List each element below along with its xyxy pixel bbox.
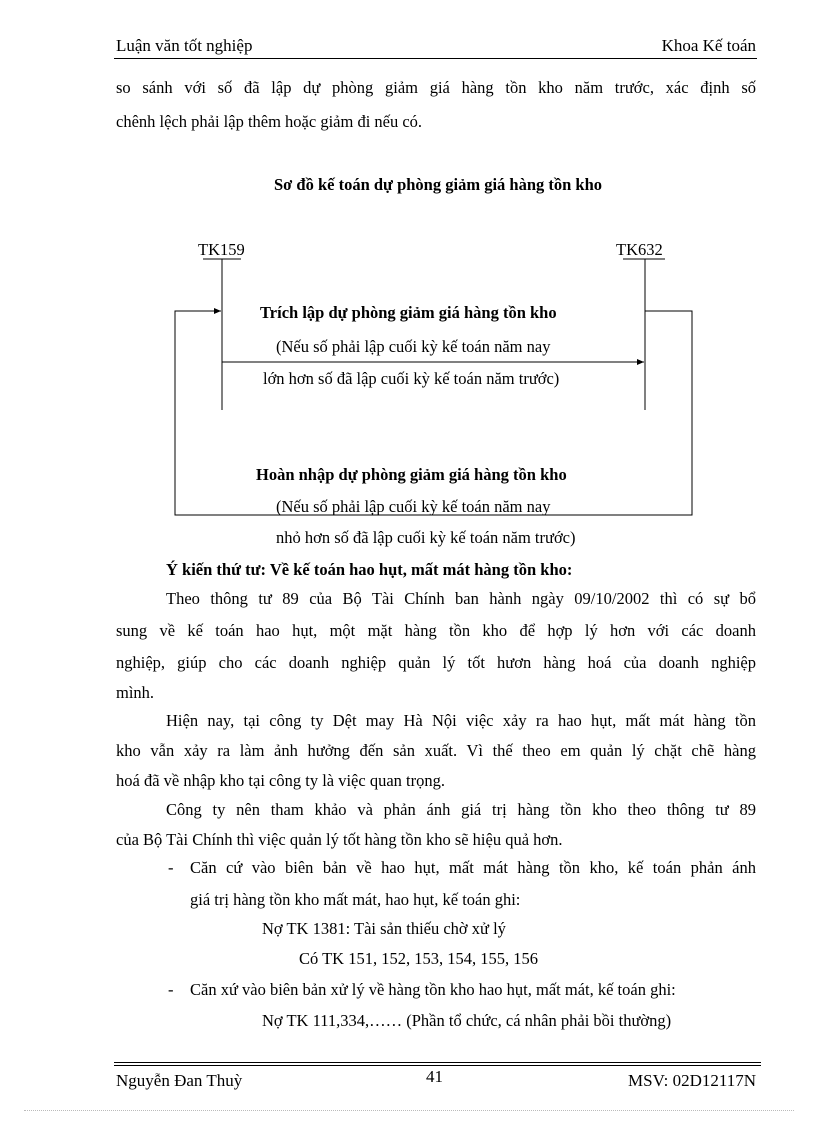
bullet-2-mark: - bbox=[168, 980, 174, 999]
footer-student-id: MSV: 02D12117N bbox=[628, 1071, 756, 1090]
b2-line-1: Căn xứ vào biên bản xử lý về hàng tồn kho hao hụt, mất mát, kế toán ghi: bbox=[190, 980, 676, 999]
intro-line-1: so sánh với số đã lập dự phòng giảm giá hàng tồn kho năm trước, xác định số bbox=[116, 78, 756, 97]
diagram-title: Sơ đồ kế toán dự phòng giảm giá hàng tồn kho bbox=[273, 175, 603, 194]
entry-credit: Có TK 151, 152, 153, 154, 155, 156 bbox=[299, 949, 538, 968]
upper-title: Trích lập dự phòng giảm giá hàng tồn kho bbox=[260, 303, 557, 322]
section-heading: Ý kiến thứ tư: Về kế toán hao hụt, mất mát hàng tồn kho: bbox=[166, 560, 573, 579]
account-tk632: TK632 bbox=[616, 240, 663, 259]
p2-line-2: kho vẫn xảy ra làm ảnh hưởng đến sản xuất. Vì thế theo em quản lý chặt chẽ hàng bbox=[116, 741, 756, 760]
p3-line-2: của Bộ Tài Chính thì việc quản lý tốt hàng tồn kho sẽ hiệu quả hơn. bbox=[116, 830, 563, 849]
b1-line-2: giá trị hàng tồn kho mất mát, hao hụt, kế toán ghi: bbox=[190, 890, 521, 909]
upper-line-2: lớn hơn số đã lập cuối kỳ kế toán năm trước) bbox=[263, 369, 560, 388]
footer-author: Nguyễn Đan Thuỳ bbox=[116, 1071, 243, 1090]
footer-rule-1 bbox=[114, 1062, 761, 1063]
footer-rule-2 bbox=[114, 1065, 761, 1066]
p1-line-3: nghiệp, giúp cho các doanh nghiệp quản lý tốt hươn hàng hoá của doanh nghiệp bbox=[116, 653, 756, 672]
account-tk159: TK159 bbox=[198, 240, 245, 259]
lower-title: Hoàn nhập dự phòng giảm giá hàng tồn kho bbox=[256, 465, 567, 484]
b1-line-1: Căn cứ vào biên bản về hao hụt, mất mát hàng tồn kho, kế toán phản ánh bbox=[190, 858, 756, 877]
bullet-1-mark: - bbox=[168, 858, 174, 877]
p2-line-1: Hiện nay, tại công ty Dệt may Hà Nội việc xảy ra hao hụt, mất mát hàng tồn bbox=[166, 711, 756, 730]
page-edge-dots bbox=[24, 1110, 794, 1111]
footer-page-number: 41 bbox=[426, 1067, 443, 1086]
lower-line-1: (Nếu số phải lập cuối kỳ kế toán năm nay bbox=[276, 497, 551, 516]
entry-debit-111: Nợ TK 111,334,…… (Phần tổ chức, cá nhân phải bồi thường) bbox=[262, 1011, 672, 1030]
entry-debit-1381: Nợ TK 1381: Tài sản thiếu chờ xử lý bbox=[262, 919, 506, 938]
p3-line-1: Công ty nên tham khảo và phản ánh giá trị hàng tồn kho theo thông tư 89 bbox=[166, 800, 756, 819]
p1-line-1: Theo thông tư 89 của Bộ Tài Chính ban hành ngày 09/10/2002 thì có sự bổ bbox=[166, 589, 756, 608]
header-right: Khoa Kế toán bbox=[661, 36, 756, 55]
p2-line-3: hoá đã về nhập kho tại công ty là việc quan trọng. bbox=[116, 771, 445, 790]
intro-line-2: chênh lệch phải lập thêm hoặc giảm đi nếu có. bbox=[116, 112, 423, 131]
upper-line-1: (Nếu số phải lập cuối kỳ kế toán năm nay bbox=[276, 337, 551, 356]
lower-line-2: nhỏ hơn số đã lập cuối kỳ kế toán năm trước) bbox=[276, 528, 576, 547]
p1-line-4: mình. bbox=[116, 683, 155, 702]
header-left: Luận văn tốt nghiệp bbox=[116, 36, 253, 55]
p1-line-2: sung về kế toán hao hụt, một mặt hàng tồn kho để hợp lý hơn với các doanh bbox=[116, 621, 756, 640]
